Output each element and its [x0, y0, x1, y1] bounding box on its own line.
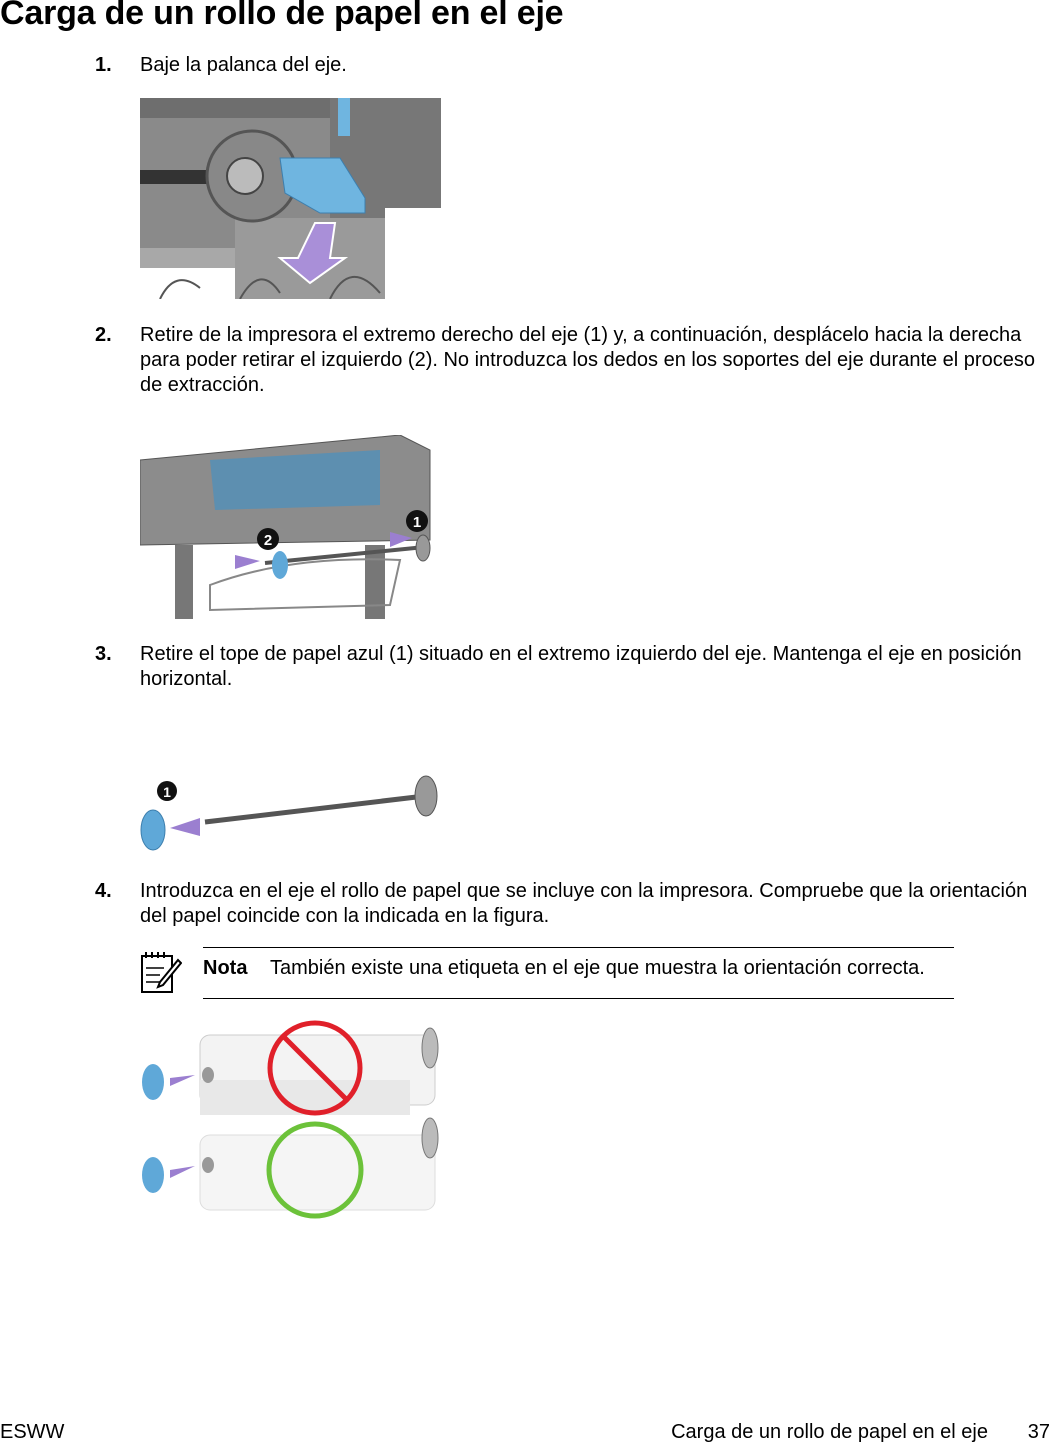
note-top-rule: [203, 947, 954, 948]
step-text: Retire el tope de papel azul (1) situado en el extremo izquierdo del eje. Mantenga el eje en posición horizontal.: [140, 643, 1022, 690]
lower-spindle-lever-illustration: [140, 98, 441, 299]
remove-paper-stop-illustration: [140, 770, 441, 854]
note-bottom-rule: [203, 998, 954, 999]
note-text: También existe una etiqueta en el eje que muestra la orientación correcta.: [270, 957, 925, 979]
step-number: 1.: [95, 54, 112, 76]
callout-2: 2: [263, 532, 273, 549]
step-text: Introduzca en el eje el rollo de papel que se incluye con la impresora. Compruebe que la orientación del papel coincide con la indicada en la figura.: [140, 880, 1028, 927]
note-label: Nota: [203, 957, 248, 979]
page-title: Carga de un rollo de papel en el eje: [0, 0, 564, 32]
note-pad-icon: [140, 950, 182, 994]
step-number: 4.: [95, 880, 112, 902]
wrong-orientation: [142, 1023, 438, 1115]
footer-locale: ESWW: [0, 1421, 65, 1443]
footer-section: Carga de un rollo de papel en el eje: [671, 1421, 988, 1443]
remove-spindle-illustration: [140, 435, 433, 619]
callout-1: 1: [412, 514, 422, 531]
step-text: Baje la palanca del eje.: [140, 54, 347, 76]
correct-orientation: [142, 1118, 438, 1216]
step-number: 3.: [95, 643, 112, 665]
step-text: Retire de la impresora el extremo derecho del eje (1) y, a continuación, desplácelo hacia la derecha para poder retirar el izquierdo (2). No introduzca los dedos en los soportes del eje durante el proceso de extracción.: [140, 324, 1035, 396]
paper-orientation-illustration: [140, 1020, 441, 1220]
callout-1: 1: [163, 784, 171, 800]
step-number: 2.: [95, 324, 112, 346]
page-number: 37: [1027, 1421, 1050, 1443]
